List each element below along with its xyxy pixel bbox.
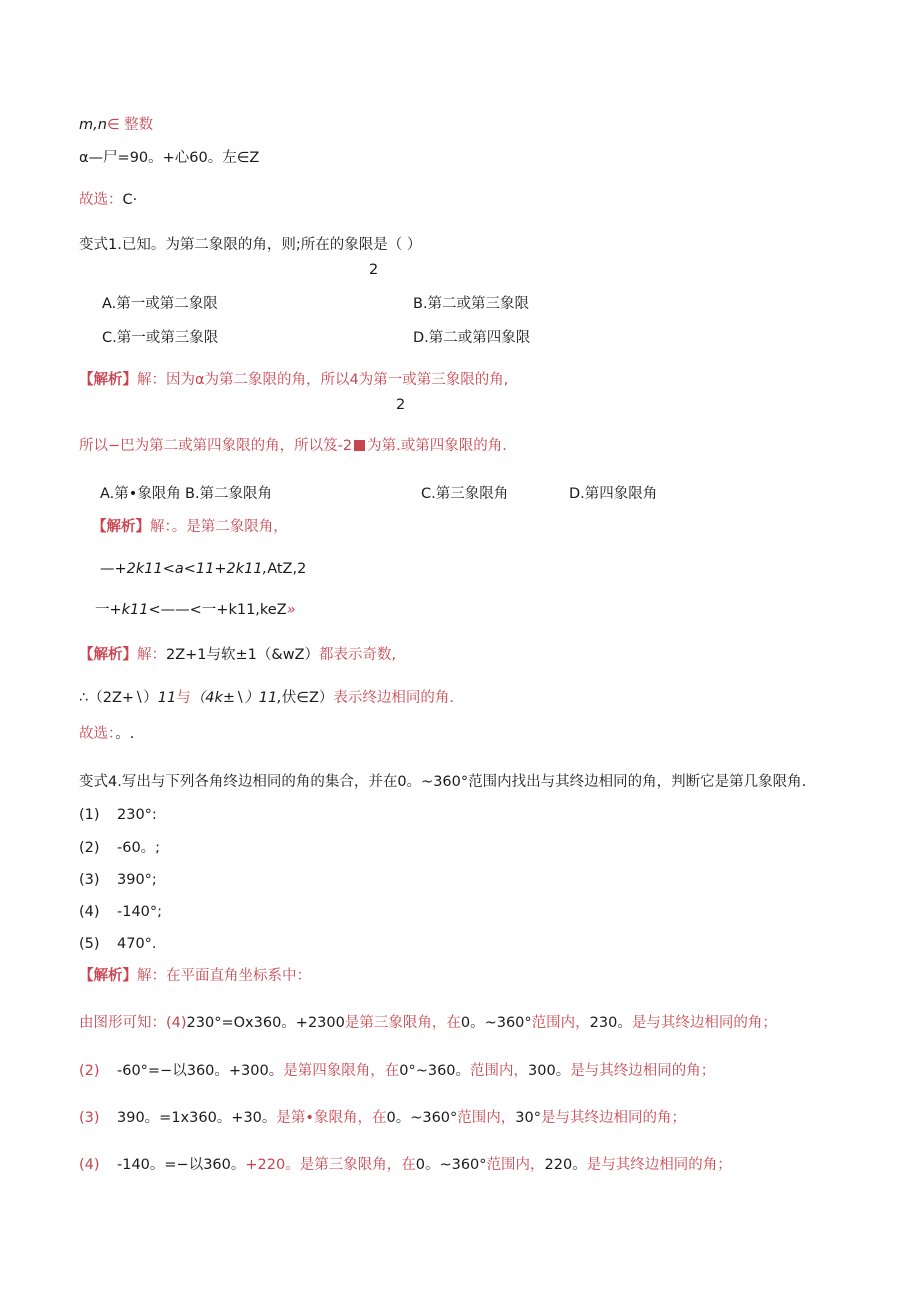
solution2-line1 [92,517,288,537]
r3-expr: 390。=1x360。+30。 [117,1110,277,1126]
solution1-line1 [79,370,508,390]
solution4-row1 [79,1013,777,1033]
r1-prefix: 由图形可知： [79,1015,166,1031]
expr-g: 表示终边相同的角. [333,690,454,706]
solution3-line1 [79,645,396,665]
line-answer-c [79,190,137,210]
variant1-subscript: 2 [369,262,379,278]
item-4-num: (4) [79,904,100,920]
solution2-text: 解：。是第二象限角， [150,519,288,535]
r3-quadrant: 是第•象限角，在 [276,1110,387,1126]
item-5-num: (5) [79,936,100,952]
math2-part-c: 一+k11,keZ [201,602,287,618]
r2-suffix: 是与其终边相同的角； [570,1063,716,1079]
item-1-num: (1) [79,807,100,823]
expr-e: 11, [258,690,282,706]
item-5-text: 470°. [117,936,157,952]
r2-quadrant: 是第四象限角，在 [283,1063,400,1079]
solution-tag: 【解析】 [79,968,137,984]
expr-d: （4k±∖） [190,690,259,706]
item-2-text: -60。; [117,840,161,856]
solution4-row2 [117,1061,715,1081]
r2-range: 0°~360。 [399,1063,471,1079]
r1-expr: 230°=Ox360。+2300 [186,1015,345,1031]
r1-index: (4) [166,1015,187,1031]
variant2-option-b: B.第二象限角 [185,486,273,502]
solution1-line2 [79,436,507,456]
answer-label: 故选： [79,192,123,208]
solution3-expression: 2Z+1与软±1（&wZ） [166,647,320,663]
r4-value: 220。 [544,1157,587,1173]
r2-value: 300。 [528,1063,571,1079]
variant1-option-b: B.第二或第三象限 [413,296,530,312]
math-inequality-1-domain: AtZ,2 [267,561,307,577]
r1-range-label: 范围内， [531,1015,590,1031]
solution3-intro: 解： [137,647,166,663]
item-4-text: -140°; [117,904,163,920]
variant1-option-a: A.第一或第二象限 [102,296,218,312]
item-3-num: (3) [79,872,100,888]
answer-value: C· [122,192,138,208]
line-mn-integers [79,115,153,135]
row4-index: (4) [79,1157,100,1173]
solution3-answer [79,724,134,744]
r4-range-label: 范围内， [486,1157,545,1173]
square-glyph [354,440,365,451]
r1-suffix: 是与其终边相同的角； [631,1015,777,1031]
variant4-question: 变式4.写出与下列各角终边相同的角的集合，并在0。~360°范围内找出与其终边相同的角，判断它是第几象限角. [79,774,807,790]
expr-a: ∴（2Z+∖） [79,690,158,706]
variant2-option-c: C.第三象限角 [421,486,509,502]
solution4-row3 [117,1108,686,1128]
solution-tag: 【解析】 [79,372,137,388]
variant1-option-d: D.第二或第四象限 [413,330,531,346]
variant2-option-d: D.第四象限角 [569,486,658,502]
variant1-option-c: C.第一或第三象限 [102,330,219,346]
r1-quadrant: 是第三象限角，在 [344,1015,461,1031]
answer-value: 。. [115,726,135,742]
expr-b: 11 [157,690,177,706]
math2-part-d: » [286,602,296,618]
solution1-text: 解：因为α为第二象限的角，所以4为第一或第三象限的角, [137,372,509,388]
r4-expr: -140。=−以360。 [117,1157,246,1173]
text-integers: ∈ 整数 [106,117,154,133]
math-inequality-1: —+2k11<a<11+2k11, [100,561,268,577]
r4-offset: +220。 [245,1157,300,1173]
r4-quadrant: 是第三象限角，在 [299,1157,416,1173]
solution4-text: 解：在平面直角坐标系中： [137,968,311,984]
expr-c: 与 [176,690,191,706]
expr-f: 伏∈Z） [281,690,334,706]
solution-tag: 【解析】 [79,647,137,663]
variant2-option-a: A.第•象限角 [100,486,181,502]
math-mn: m,n [79,117,107,133]
r3-value: 30° [515,1110,541,1126]
item-3-text: 390°; [117,872,157,888]
r4-suffix: 是与其终边相同的角； [586,1157,732,1173]
item-1-text: 230°: [117,807,157,823]
solution4-row4 [117,1155,732,1175]
r3-range: 0。~360° [386,1110,458,1126]
solution4-intro [79,966,311,986]
r1-value: 230。 [589,1015,632,1031]
solution1-text-b2: 为第.或第四象限的角. [367,438,507,454]
solution1-subscript: 2 [396,397,406,413]
solution2-math1 [100,559,306,579]
r1-range: 0。~360° [460,1015,532,1031]
row2-index: (2) [79,1063,100,1079]
solution3-conclusion: 都表示奇数, [319,647,397,663]
solution3-line2 [79,688,454,708]
item-2-num: (2) [79,840,100,856]
solution1-text-b1: 所以−巴为第二或第四象限的角，所以笈-2 [79,438,353,454]
solution-tag: 【解析】 [92,519,150,535]
r2-range-label: 范围内， [470,1063,529,1079]
variant1-question: 变式1.已知。为第二象限的角，则;所在的象限是（ ） [79,237,422,253]
r3-suffix: 是与其终边相同的角； [541,1110,686,1126]
r3-range-label: 范围内， [457,1110,516,1126]
math2-part-a: 一 [95,602,110,618]
r4-range: 0。~360° [415,1157,487,1173]
math2-part-b: +k11<——< [109,602,202,618]
solution2-math2 [95,600,296,620]
row3-index: (3) [79,1110,100,1126]
r2-expr: -60°=−以360。+300。 [117,1063,284,1079]
line-alpha-formula: α—尸=90。+心60。左∈Z [79,150,260,166]
answer-label: 故选： [79,726,116,742]
